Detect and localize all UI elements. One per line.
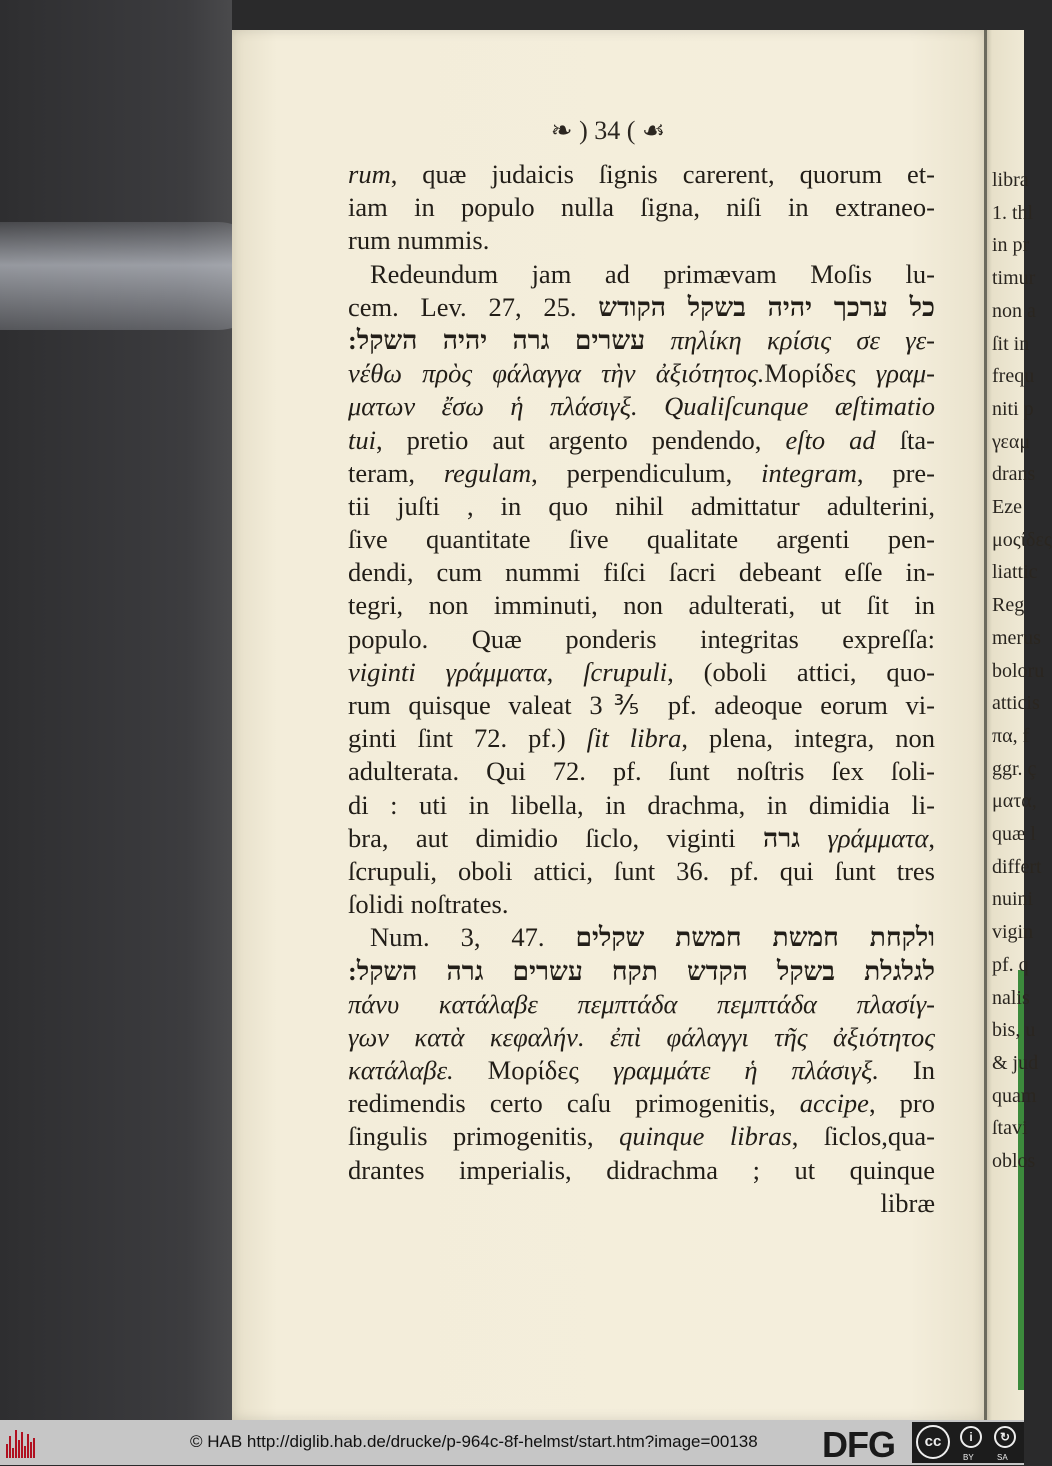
text-line [348, 1187, 935, 1220]
fragment-line: μοςίδες [992, 528, 1052, 551]
text-segment: bra, aut dimidio ſiclo, viginti [348, 822, 764, 853]
text-line [348, 490, 935, 523]
text-line [348, 689, 935, 722]
italic-text: viginti γράμματα [348, 656, 547, 687]
fragment-line: ſit in [992, 332, 1030, 355]
italic-text: κατάλαβε. [348, 1055, 454, 1086]
facing-left-page [0, 0, 232, 1420]
hebrew-text: כל ערכך יהיה בשקל הקודש [598, 291, 935, 322]
text-line [348, 1054, 935, 1087]
fragment-line: Reg [992, 594, 1025, 617]
logo-bar [18, 1440, 20, 1458]
italic-text: γραμ- [875, 358, 935, 389]
italic-text: tui [348, 424, 376, 455]
hebrew-text: לגלגלת בשקל הקדש תקח עשרים גרה השקל: [348, 955, 935, 986]
text-line [348, 855, 935, 888]
text-segment: cem. Lev. 27, 25. [348, 291, 599, 322]
fragment-line: bis, u [992, 1019, 1036, 1042]
text-line [348, 722, 935, 755]
text-segment: libræ [880, 1187, 935, 1218]
text-line [348, 623, 935, 656]
text-segment: , ſiclos,qua- [791, 1121, 935, 1152]
text-line [348, 158, 935, 191]
fragment-line: ματα, [992, 790, 1037, 813]
text-segment: In [878, 1055, 935, 1086]
fragment-line: pf. q [992, 953, 1029, 976]
fragment-line: drans [992, 463, 1036, 486]
text-segment: dendi, cum nummi fiſci ſacri debeant eſſe in- [348, 557, 935, 588]
italic-text: γραμμάτε ἡ πλάσιγξ. [612, 1055, 879, 1086]
logo-bar [21, 1432, 23, 1458]
fragment-line: liattic [992, 561, 1038, 584]
text-segment: tii juſti , in quo nihil admittatur adulterini, [348, 490, 935, 521]
logo-bar [6, 1444, 8, 1458]
hebrew-text: גרה [763, 822, 801, 853]
italic-text: rum [348, 159, 391, 189]
text-segment: ginti ſint 72. pf.) [348, 723, 587, 754]
italic-text: γράμματα [800, 822, 929, 853]
logo-bar [12, 1448, 14, 1458]
logo-bar [9, 1436, 11, 1458]
text-segment: ſcrupuli, oboli attici, ſunt 36. pf. qui ſunt tres [348, 855, 935, 886]
italic-text: accipe [799, 1088, 869, 1119]
text-segment: , plena, integra, non [681, 723, 935, 754]
dfg-logo[interactable]: DFG [822, 1424, 895, 1465]
italic-text: regulam [443, 457, 532, 488]
text-line [348, 258, 935, 291]
text-line [348, 191, 935, 224]
text-segment: ſive quantitate ſive qualitate argenti pen- [348, 524, 935, 555]
fragment-line: timur [992, 267, 1036, 290]
text-segment: ſingulis primogenitis, [348, 1121, 620, 1152]
text-line [348, 755, 935, 788]
text-line [348, 656, 935, 689]
text-line [348, 457, 935, 490]
hab-logo-icon[interactable] [6, 1428, 36, 1458]
italic-text: πάνυ κατάλαβε πεμπτάδα πεμπτάδα πλασίγ- [348, 988, 935, 1019]
fragment-line: & jud [992, 1051, 1039, 1074]
text-line [348, 1120, 935, 1153]
italic-text: γων κατὰ κεφαλήν. ἐπὶ φάλαγγι τῆς ἀξιότητος [348, 1021, 935, 1052]
facing-right-page [984, 30, 1052, 1420]
fragment-line: nalis [992, 986, 1030, 1009]
text-segment: drantes imperialis, didrachma ; ut quinque [348, 1154, 935, 1185]
italic-text: νέθω πρὸς φάλαγγα τὴν ἀξιότητος. [348, 358, 765, 389]
sa-label: SA [997, 1453, 1008, 1462]
text-segment: , pre- [856, 457, 935, 488]
logo-bar [33, 1438, 35, 1458]
text-line [348, 1087, 935, 1120]
text-line [348, 556, 935, 589]
fragment-line: differt [992, 855, 1042, 878]
fragment-line: merus [992, 626, 1041, 649]
text-segment: , quæ judaicis ſignis carerent, quorum et- [390, 159, 935, 189]
hebrew-text: עשרים גרה יהיה השקל: [348, 324, 646, 355]
text-line [348, 988, 935, 1021]
text-segment: Redeundum jam ad primævam Moſis lu- [370, 258, 935, 289]
fragment-line: oblos [992, 1150, 1036, 1172]
text-segment: ſta- [875, 424, 935, 455]
text-segment: rum nummis. [348, 225, 490, 256]
text-line [348, 424, 935, 457]
italic-text: ſcrupuli [583, 656, 668, 687]
fragment-line: ggr. ç [992, 757, 1037, 780]
text-line [348, 888, 935, 921]
fragment-line: libra [992, 169, 1029, 191]
text-segment: , [928, 822, 935, 853]
text-segment: , pro [868, 1088, 935, 1119]
text-line [348, 291, 935, 324]
fragment-line: vigin [992, 921, 1034, 944]
text-line [348, 523, 935, 556]
logo-bar [30, 1442, 32, 1458]
italic-text: eſto ad [785, 424, 876, 455]
text-line [348, 822, 935, 855]
page-clamp-glare [0, 222, 268, 330]
text-line [348, 921, 935, 954]
fragment-line: frequ [992, 365, 1035, 388]
fragment-line: 1. thl [992, 201, 1034, 224]
text-segment: rum quisque valeat 3⅗ pf. adeoque eorum vi- [348, 690, 935, 720]
text-segment: Μορίδες [764, 358, 876, 389]
text-segment: , (oboli attici, quo- [667, 656, 935, 687]
text-line [348, 589, 935, 622]
text-segment: redimendis certo caſu primogenitis, [348, 1088, 800, 1119]
text-segment: di : uti in libella, in drachma, in dimidia li- [348, 789, 935, 820]
fragment-line: γεαμ [992, 430, 1031, 453]
text-segment: iam in populo nulla ſigna, niſi in extraneo- [348, 192, 935, 223]
fragment-line: quam [992, 1084, 1037, 1107]
logo-bar [27, 1434, 29, 1458]
logo-bar [15, 1430, 17, 1458]
page-number-header: ❧ ) 34 ( ☙ [550, 116, 666, 145]
logo-bar [24, 1446, 26, 1458]
text-segment: Μορίδες [453, 1055, 613, 1086]
italic-text: ſit libra [586, 723, 682, 754]
text-segment: , perpendiculum, [531, 457, 762, 488]
cc-icon: cc [916, 1425, 950, 1459]
fragment-line: quæ l [992, 823, 1036, 845]
text-segment: ſolidi noſtrates. [348, 889, 509, 920]
italic-text: quinque libras [619, 1121, 792, 1152]
text-segment: Num. 3, 47. [370, 922, 576, 953]
fragment-line: πα, f [992, 724, 1030, 747]
fragment-line: niti p [992, 397, 1034, 420]
page-body-text [348, 158, 935, 1220]
text-line [348, 1154, 935, 1187]
italic-text: integram [761, 457, 857, 488]
text-segment: adulterata. Qui 72. pf. ſunt noſtris ſex ſoli- [348, 756, 935, 787]
fragment-line: non a [992, 299, 1036, 322]
italic-text: ματων ἔσω ἡ πλάσιγξ. Qualiſcunque æſtimatio [348, 391, 935, 422]
copyright-link[interactable]: © HAB http://diglib.hab.de/drucke/p-964c-8f-helmst/start.htm?image=00138 [190, 1432, 758, 1451]
text-line [348, 224, 935, 257]
by-icon: i [960, 1426, 982, 1448]
footer-bar [0, 1420, 1024, 1465]
sa-icon: ↻ [994, 1426, 1016, 1448]
text-segment: , [546, 656, 584, 687]
text-segment: , pretio aut argento pendendo, [375, 424, 786, 455]
fragment-line: atticis [992, 692, 1040, 715]
fragment-line: nuini [992, 888, 1034, 911]
fragment-line: in pr [992, 234, 1030, 257]
text-line [348, 789, 935, 822]
text-line [348, 324, 935, 357]
text-line [348, 955, 935, 988]
fragment-line: boloru [992, 659, 1045, 682]
text-segment: tegri, non imminuti, non adulterati, ut ſit in [348, 590, 935, 621]
text-segment: populo. Quæ ponderis integritas expreſſa: [348, 623, 935, 654]
fragment-line: Eze [992, 496, 1022, 518]
page-edge [984, 30, 987, 1420]
cc-license-badge[interactable] [912, 1422, 1024, 1463]
italic-text: πηλίκη κρίσις σε γε- [645, 324, 935, 355]
text-line [348, 357, 935, 390]
hebrew-text: ולקחת חמשת חמשת שקלים [575, 922, 935, 953]
by-label: BY [963, 1453, 974, 1462]
text-line [348, 1021, 935, 1054]
fragment-line: ſtavi [992, 1117, 1028, 1140]
text-segment: teram, [348, 457, 444, 488]
text-line [348, 390, 935, 423]
